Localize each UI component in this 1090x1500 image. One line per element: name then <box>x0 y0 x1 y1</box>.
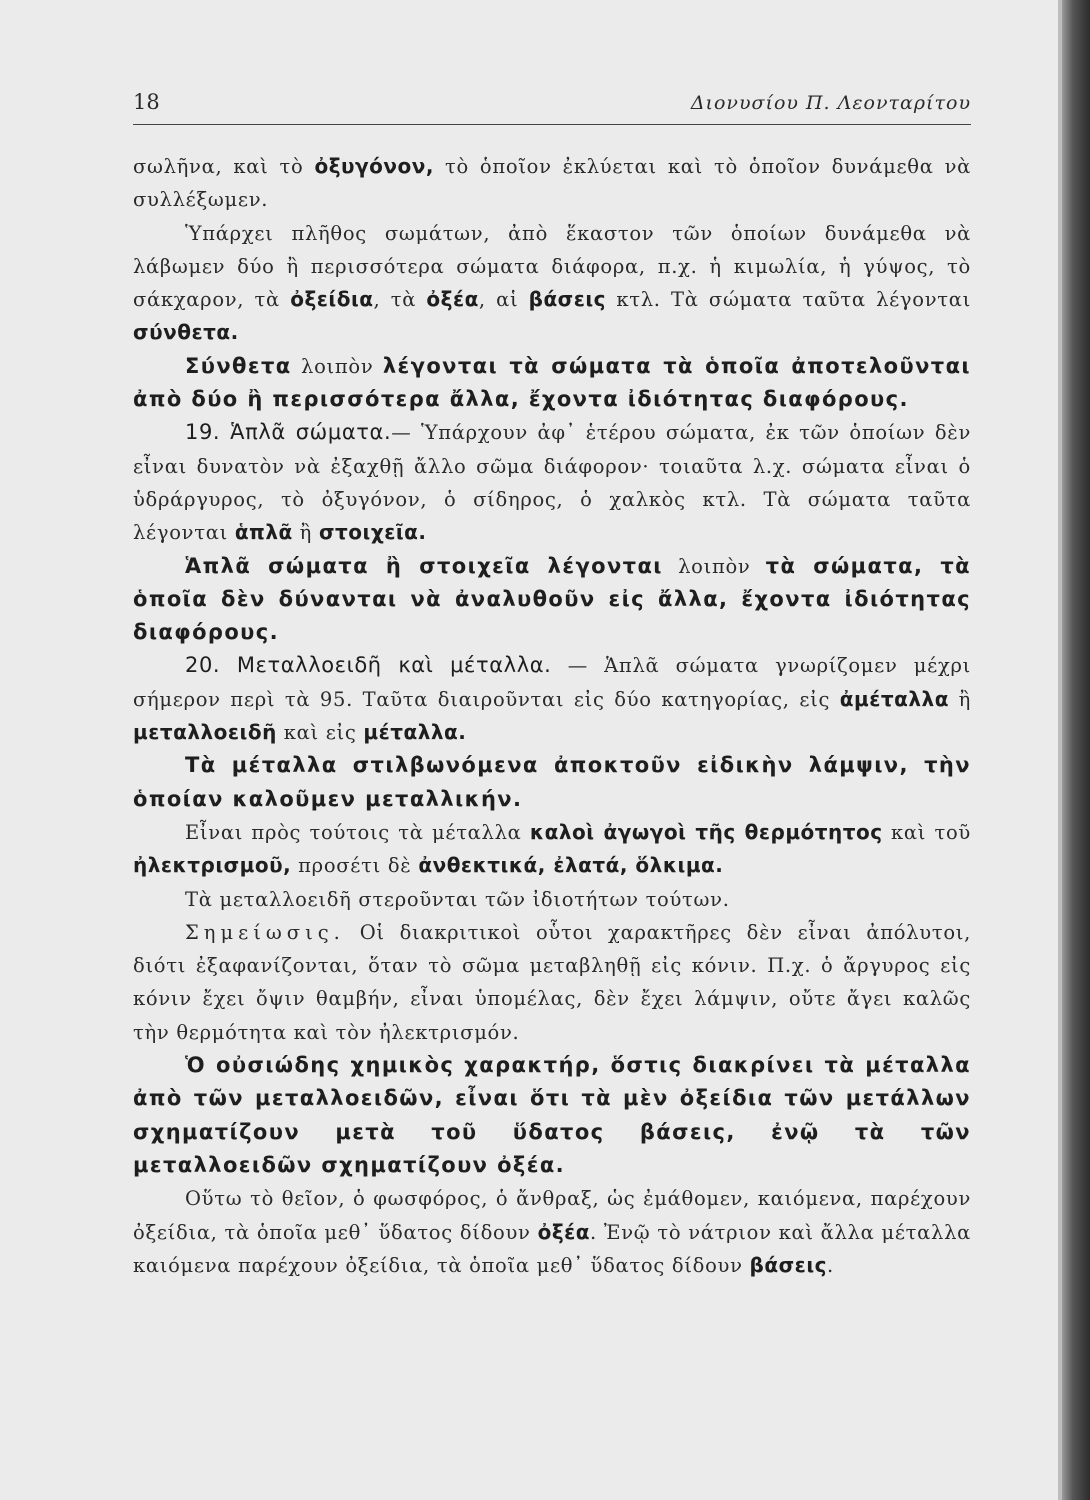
page-number: 18 <box>133 90 160 114</box>
section-19: 19. Ἁπλᾶ σώματα.— Ὑπάρχουν ἀφ᾽ ἑτέρου σώματα, ἐκ τῶν ὁποίων δὲν εἶναι δυνατὸν νὰ ἐξαχθῇ ἄλλο σῶμα διάφορον· τοιαῦτα λ.χ. σώματα εἶναι ὁ ὑδράργυρος, τὸ ὀξυγόνον, ὁ σίδηρος, ὁ χαλκὸς κτλ. Τὰ σώματα ταῦτα λέγονται ἁπλᾶ ἢ στοιχεῖα. <box>133 420 972 545</box>
paragraph: Τὰ μεταλλοειδῆ στεροῦνται τῶν ἰδιοτήτων τούτων. <box>185 887 730 911</box>
bold-term: μεταλλοειδῆ <box>133 720 277 745</box>
bold-term: στοιχεῖα. <box>318 520 427 545</box>
note-paragraph: Σημείωσις. Οἱ διακριτικοὶ οὗτοι χαρακτῆρες δὲν εἶναι ἀπόλυτοι, διότι ἐξαφανίζονται, ὅταν τὸ σῶμα μεταβληθῇ εἰς κόνιν. Π.χ. ὁ ἄργυρος εἰς κόνιν ἔχει ὄψιν θαμβήν, εἶναι ὑπομέλας, δὲν ἔχει λάμψιν, οὔτε ἄγει καλῶς τὴν θερμότητα καὶ τὸν ἠλεκτρισμόν. <box>133 920 971 1044</box>
bold-term: βάσεις <box>528 287 607 312</box>
bold-term: ὀξείδια <box>290 287 374 312</box>
bold-term: ὀξυγόνον, <box>314 154 434 178</box>
bold-term: ἁπλᾶ <box>234 520 293 545</box>
bold-term: ἀνθεκτικά, ἐλατά, ὅλκιμα. <box>418 853 724 878</box>
bold-definition: Ἁπλᾶ σώματα ἢ στοιχεῖα λέγονται <box>185 553 663 578</box>
bold-term: Σύνθετα <box>185 353 292 378</box>
definition-paragraph <box>133 749 971 816</box>
bold-term: ὀξέα <box>537 1219 591 1244</box>
body-text <box>133 150 971 1282</box>
bold-term: βάσεις <box>749 1252 827 1277</box>
bold-term: καλοὶ ἀγωγοὶ τῆς θερμότητος <box>529 819 883 844</box>
bold-term: ἀμέταλλα <box>839 686 949 711</box>
page-header <box>133 88 971 125</box>
bold-term: μέταλλα. <box>363 720 467 745</box>
bold-term: ὀξέα <box>426 287 479 312</box>
section-20: 20. Μεταλλοειδῆ καὶ μέταλλα. — Ἁπλᾶ σώματα γνωρίζομεν μέχρι σήμερον περὶ τὰ 95. Ταῦτα διαιροῦνται εἰς δύο κατηγορίας, εἰς ἀμέταλλα ἢ μεταλλοειδῆ καὶ εἰς μέταλλα. <box>133 653 971 745</box>
paragraph: Εἶναι πρὸς τούτοις τὰ μέταλλα καλοὶ ἀγωγοὶ τῆς θερμότητος καὶ τοῦ ἠλεκτρισμοῦ, προσέτι δὲ ἀνθεκτικά, ἐλατά, ὅλκιμα. <box>133 819 971 878</box>
running-title: Διονυσίου Π. Λεονταρίτου <box>690 92 971 114</box>
bold-term: ἠλεκτρισμοῦ, <box>133 853 292 878</box>
section-heading: 20. Μεταλλοειδῆ καὶ μέταλλα. <box>185 653 552 678</box>
paragraph: Ὑπάρχει πλῆθος σωμάτων, ἀπὸ ἕκαστον τῶν ὁποίων δυνάμεθα νὰ λάβωμεν δύο ἢ περισσότερα σώματα διάφορα, π.χ. ἡ κιμωλία, ἡ γύψος, τὸ σάκχαρον, τὰ ὀξείδια, τὰ ὀξέα, αἱ βάσεις κτλ. Τὰ σώματα ταῦτα λέγονται σύνθετα. <box>133 221 971 345</box>
bold-definition: Τὰ μέταλλα στιλβωνόμενα ἀποκτοῦν εἰδικὴν λάμψιν, τὴν ὁποίαν καλοῦμεν μεταλλικήν. <box>133 753 971 811</box>
bold-definition: λέγονται τὰ σώματα τὰ ὁποῖα ἀποτελοῦνται ἀπὸ δύο ἢ περισσότερα ἄλλα, ἔχοντα ἰδιότητας διαφόρους. <box>133 353 972 412</box>
paragraph: σωλῆνα, καὶ τὸ ὀξυγόνον, τὸ ὁποῖον ἐκλύεται καὶ τὸ ὁποῖον δυνάμεθα νὰ συλλέξωμεν. <box>133 154 971 212</box>
section-heading: 19. Ἁπλᾶ σώματα. <box>185 420 392 445</box>
note-label: Σημείωσις. <box>185 920 345 944</box>
bold-term: σύνθετα. <box>133 320 239 345</box>
definition-paragraph: Ἁπλᾶ σώματα ἢ στοιχεῖα λέγονται λοιπὸν τὰ σώματα, τὰ ὁποῖα δὲν δύνανται νὰ ἀναλυθοῦν εἰς ἄλλα, ἔχοντα ἰδιότητας διαφόρους. <box>133 553 971 645</box>
bold-definition: Ὁ οὐσιώδης χημικὸς χαρακτήρ, ὅστις διακρίνει τὰ μέταλλα ἀπὸ τῶν μεταλλοειδῶν, εἶναι ὅτι τὰ μὲν ὀξείδια τῶν μετάλλων σχηματίζουν μετὰ τοῦ ὕδατος βάσεις, ἐνῷ τὰ τῶν μεταλλοειδῶν σχηματίζουν ὀξέα. <box>133 1053 971 1177</box>
definition-paragraph: Σύνθετα λοιπὸν λέγονται τὰ σώματα τὰ ὁποῖα ἀποτελοῦνται ἀπὸ δύο ἢ περισσότερα ἄλλα, ἔχοντα ἰδιότητας διαφόρους. <box>133 353 972 412</box>
book-spine-edge <box>1062 0 1090 1500</box>
bold-definition: τὰ σώματα, τὰ ὁποῖα δὲν δύνανται νὰ ἀναλυθοῦν εἰς ἄλλα, ἔχοντα ἰδιότητας διαφόρους. <box>133 553 971 645</box>
definition-paragraph <box>133 1049 971 1182</box>
paragraph: Οὕτω τὸ θεῖον, ὁ φωσφόρος, ὁ ἄνθραξ, ὡς ἐμάθομεν, καιόμενα, παρέχουν ὀξείδια, τὰ ὁποῖα μεθ᾽ ὕδατος δίδουν ὀξέα. Ἐνῷ τὸ νάτριον καὶ ἄλλα μέταλλα καιόμενα παρέχουν ὀξείδια, τὰ ὁποῖα μεθ᾽ ὕδατος δίδουν βάσεις. <box>133 1187 971 1277</box>
